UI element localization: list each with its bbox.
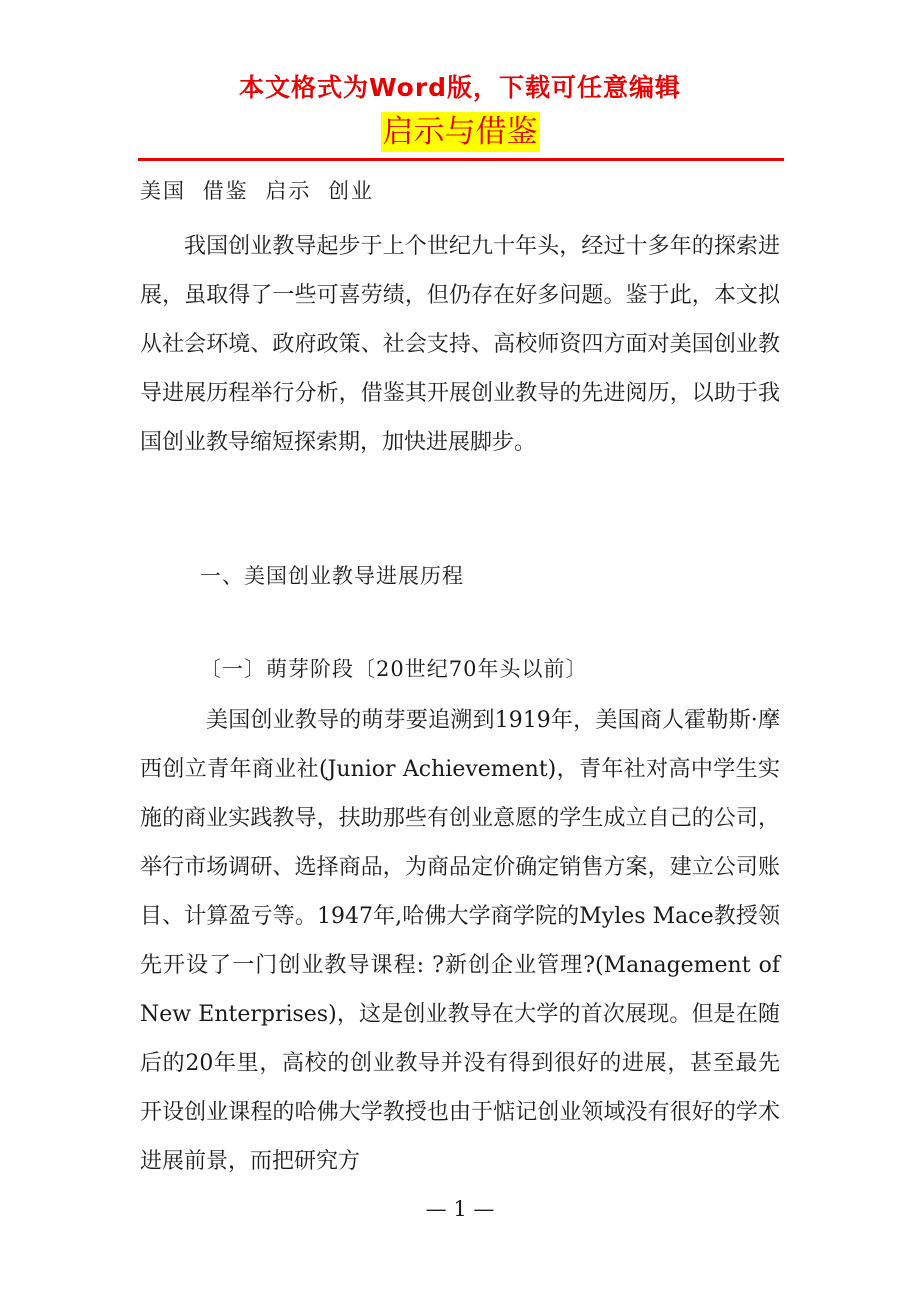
subsection-heading: 〔一〕萌芽阶段〔20世纪70年头以前〕 <box>200 657 588 681</box>
title-wrapper <box>0 112 920 152</box>
format-notice-banner: 本文格式为Word版，下载可任意编辑 <box>238 73 682 102</box>
keywords-line: 美国 借鉴 启示 创业 <box>140 179 375 203</box>
page-number: — 1 — <box>425 1197 495 1221</box>
document-title: 启示与借鉴 <box>382 114 538 150</box>
section-heading: 一、美国创业教导进展历程 <box>200 564 464 588</box>
body-paragraph: 美国创业教导的萌芽要追溯到1919年，美国商人霍勒斯·摩西创立青年商业社(Junior Achievement)，青年社对高中学生实施的商业实践教导，扶助那些有创业意愿的学生成立自己的公司，举行市场调研、选择商品，为商品定价确定销售方案，建立公司账目、计算盈亏等。1947年,哈佛大学商学院的Myles Mace教授领先开设了一门创业教导课程: ?新创企业管理?(Management of New Enterprises)，这是创业教导在大学的首次展现。但是在随后的20年里，高校的创业教导并没有得到很好的进展，甚至最先开设创业课程的哈佛大学教授也由于惦记创业领域没有很好的学术进展前景，而把研究方 <box>140 708 780 1174</box>
abstract-paragraph: 我国创业教导起步于上个世纪九十年头，经过十多年的探索进展，虽取得了一些可喜劳绩，但仍存在好多问题。鉴于此，本文拟从社会环境、政府政策、社会支持、高校师资四方面对美国创业教导进展历程举行分析，借鉴其开展创业教导的先进阅历，以助于我国创业教导缩短探索期，加快进展脚步。 <box>140 234 780 455</box>
title-divider <box>138 158 784 161</box>
